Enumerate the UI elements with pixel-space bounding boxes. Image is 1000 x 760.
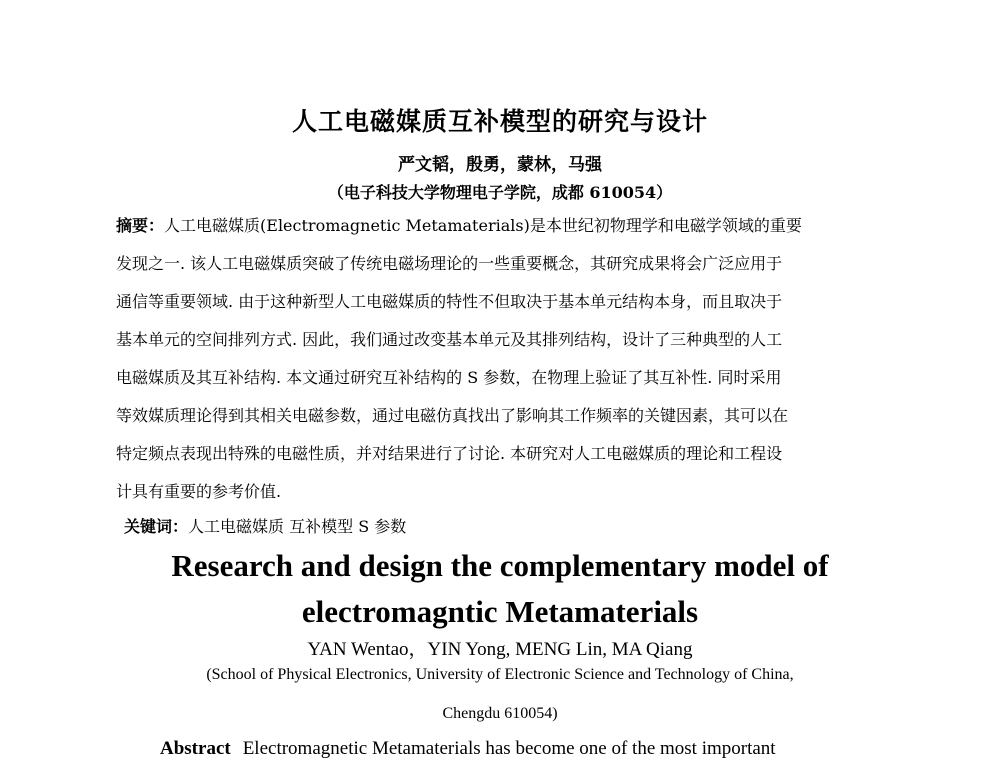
chinese-authors: 严文韬，殷勇，蒙林，马强 — [398, 155, 602, 175]
chinese-keywords-text: 人工电磁媒质 互补模型 S 参数 — [188, 517, 407, 536]
chinese-keywords — [124, 514, 406, 537]
chinese-abstract-line — [116, 216, 802, 236]
chinese-abstract-line: 等效媒质理论得到其相关电磁参数，通过电磁仿真找出了影响其工作频率的关键因素，其可以在 — [116, 406, 789, 425]
english-abstract-label: Abstract — [160, 738, 231, 759]
chinese-title: 人工电磁媒质互补模型的研究与设计 — [291, 107, 708, 136]
chinese-abstract-line: 计具有重要的参考价值. — [116, 482, 282, 501]
english-abstract-text: Electromagnetic Metamaterials has become one of the most important — [242, 738, 776, 759]
english-affiliation-line-2: Chengdu 610054) — [442, 705, 558, 722]
chinese-keywords-label: 关键词： — [124, 517, 189, 536]
chinese-abstract-line: 基本单元的空间排列方式. 因此，我们通过改变基本单元及其排列结构，设计了三种典型的人工 — [116, 330, 783, 349]
chinese-abstract-line: 通信等重要领域. 由于这种新型人工电磁媒质的特性不但取决于基本单元结构本身，而且取决于 — [116, 292, 783, 311]
english-abstract-line — [160, 738, 776, 760]
english-affiliation-line-1: (School of Physical Electronics, University of Electronic Science and Technology of China, — [206, 666, 794, 683]
chinese-abstract-line: 电磁媒质及其互补结构. 本文通过研究互补结构的 S 参数，在物理上验证了其互补性. 同时采用 — [116, 368, 782, 387]
chinese-abstract-text: 人工电磁媒质(Electromagnetic Metamaterials)是本世纪初物理学和电磁学领域的重要 — [164, 216, 802, 235]
chinese-affiliation: （电子科技大学物理电子学院，成都 610054） — [327, 183, 673, 202]
chinese-abstract-line: 特定频点表现出特殊的电磁性质，并对结果进行了讨论. 本研究对人工电磁媒质的理论和工程设 — [116, 444, 783, 463]
chinese-abstract-label: 摘要： — [116, 216, 165, 235]
english-title-line-2: electromagntic Metamaterials — [301, 594, 699, 629]
chinese-abstract-line: 发现之一. 该人工电磁媒质突破了传统电磁场理论的一些重要概念，其研究成果将会广泛应用于 — [116, 254, 783, 273]
english-title-line-1: Research and design the complementary model of — [171, 548, 829, 583]
english-authors: YAN Wentao，YIN Yong, MENG Lin, MA Qiang — [307, 639, 693, 660]
